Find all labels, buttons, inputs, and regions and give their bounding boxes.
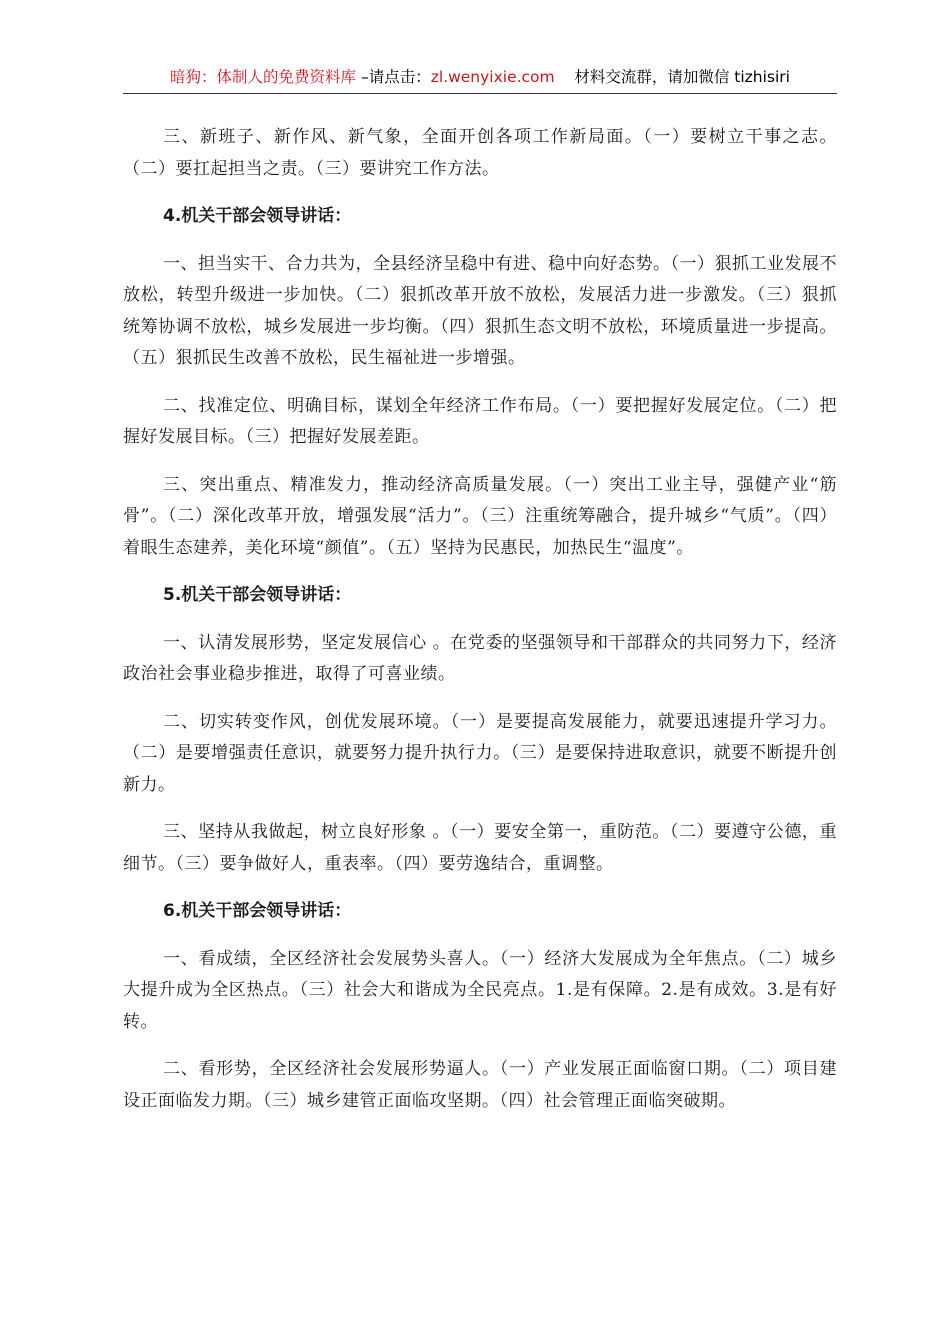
header-brand: 暗狗：体制人的免费资料库 <box>170 68 357 86</box>
section-heading: 4.机关干部会领导讲话： <box>163 206 352 226</box>
section-heading: 6.机关干部会领导讲话： <box>163 901 352 921</box>
page-header <box>123 66 837 88</box>
header-group-text: 材料交流群，请加微信 tizhisiri <box>554 68 790 86</box>
header-click-hint: –请点击： <box>356 68 431 86</box>
paragraph: 二、看形势，全区经济社会发展形势逼人。（一）产业发展正面临窗口期。（二）项目建设正面临发力期。（三）城乡建管正面临攻坚期。（四）社会管理正面临突破期。 <box>123 1059 837 1111</box>
paragraph: 一、认清发展形势，坚定发展信心 。在党委的坚强领导和干部群众的共同努力下，经济政治社会事业稳步推进，取得了可喜业绩。 <box>123 632 837 684</box>
paragraph: 一、看成绩，全区经济社会发展势头喜人。（一）经济大发展成为全年焦点。（二）城乡大提升成为全区热点。（三）社会大和谐成为全民亮点。1.是有保障。2.是有成效。3.是有好转。 <box>123 948 837 1032</box>
header-divider <box>123 93 837 94</box>
paragraph: 三、新班子、新作风、新气象，全面开创各项工作新局面。（一）要树立干事之志。（二）要扛起担当之责。（三）要讲究工作方法。 <box>123 127 837 179</box>
paragraph: 二、切实转变作风，创优发展环境。（一）是要提高发展能力，就要迅速提升学习力。（二）是要增强责任意识，就要努力提升执行力。（三）是要保持进取意识，就要不断提升创新力。 <box>123 711 837 795</box>
document-body <box>123 122 837 1133</box>
paragraph: 三、突出重点、精准发力，推动经济高质量发展。（一）突出工业主导，强健产业“筋骨”。（二）深化改革开放，增强发展“活力”。（三）注重统筹融合，提升城乡“气质”。（四）着眼生态建养，美化环境“颜值”。（五）坚持为民惠民，加热民生“温度”。 <box>123 474 837 558</box>
paragraph: 三、坚持从我做起，树立良好形象 。（一）要安全第一，重防范。（二）要遵守公德，重细节。（三）要争做好人，重表率。（四）要劳逸结合，重调整。 <box>123 822 837 874</box>
header-url-link[interactable]: zl.wenyixie.com <box>430 68 555 86</box>
paragraph: 二、找准定位、明确目标，谋划全年经济工作布局。（一）要把握好发展定位。（二）把握好发展目标。（三）把握好发展差距。 <box>123 395 837 447</box>
paragraph: 一、担当实干、合力共为，全县经济呈稳中有进、稳中向好态势。（一）狠抓工业发展不放松，转型升级进一步加快。（二）狠抓改革开放不放松，发展活力进一步激发。（三）狠抓统筹协调不放松，城乡发展进一步均衡。（四）狠抓生态文明不放松，环境质量进一步提高。（五）狠抓民生改善不放松，民生福祉进一步增强。 <box>123 253 837 368</box>
section-heading: 5.机关干部会领导讲话： <box>163 585 352 605</box>
